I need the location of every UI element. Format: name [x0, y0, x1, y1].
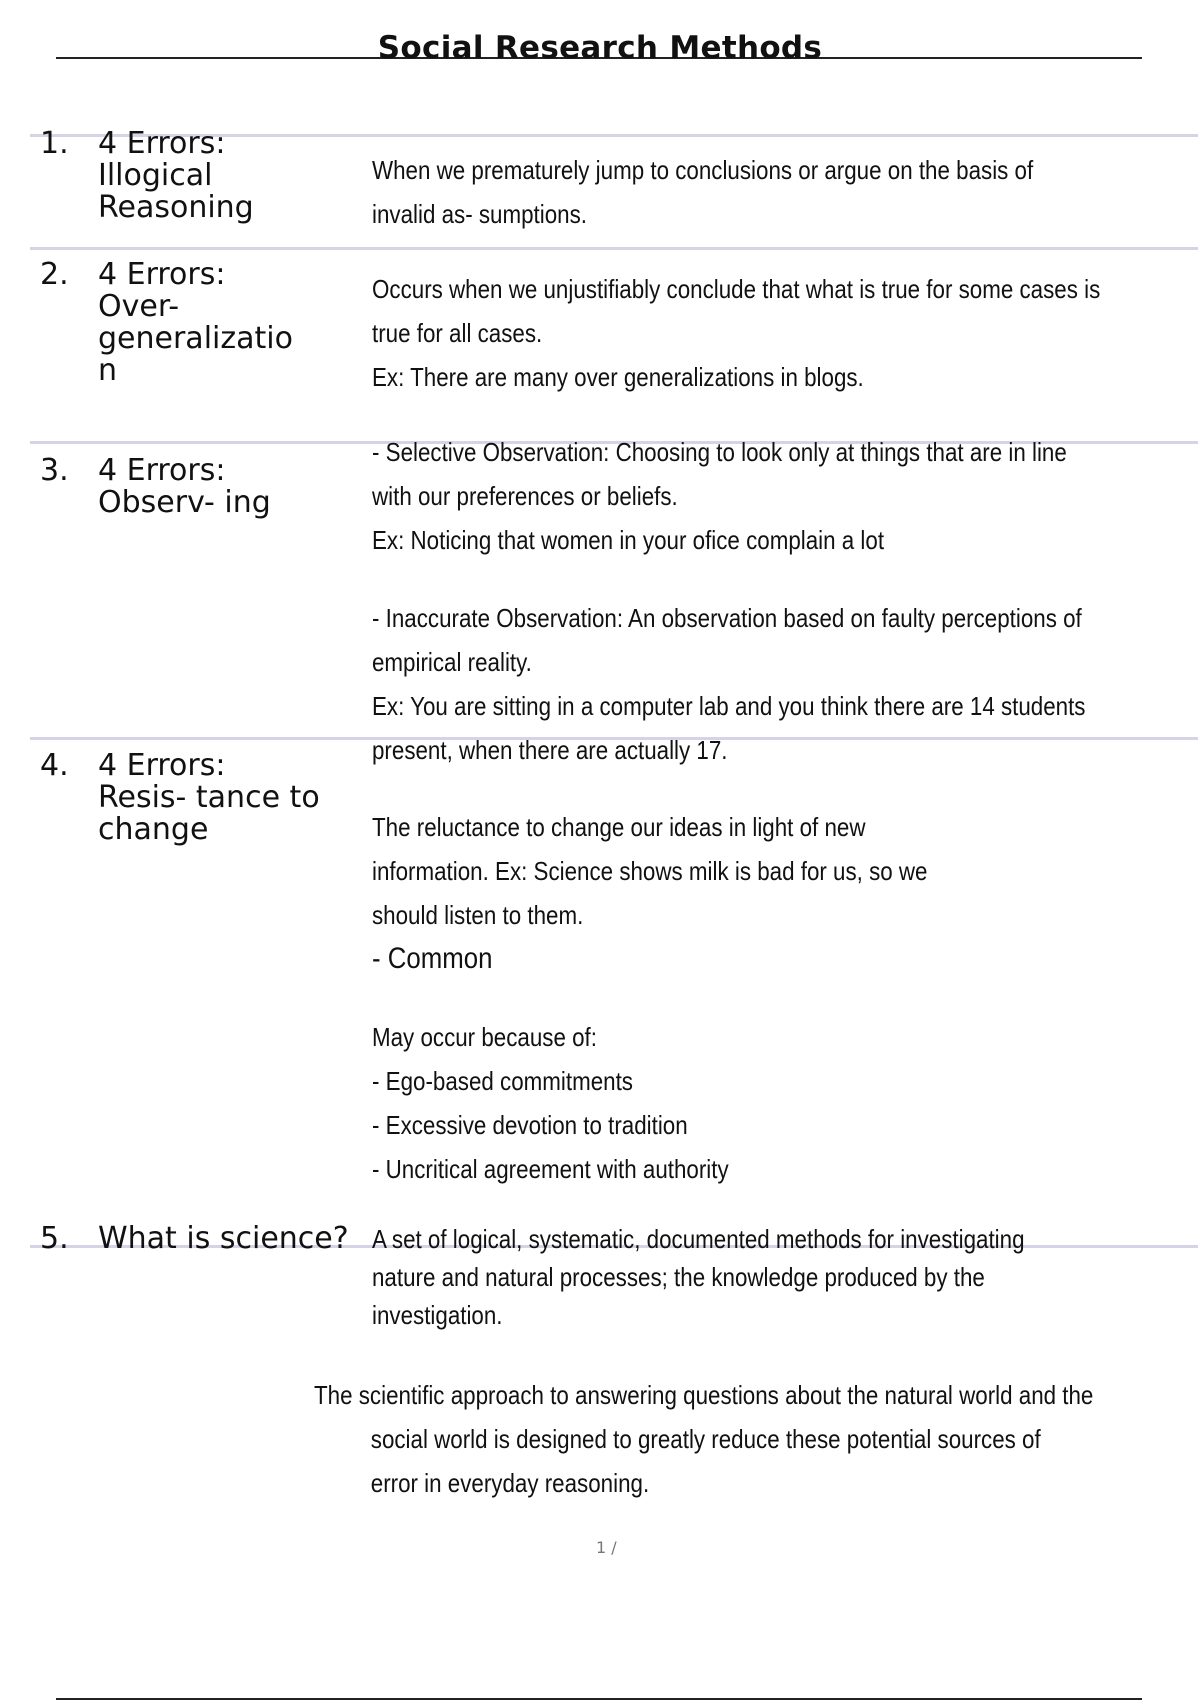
definition-line: true for all cases. — [372, 318, 543, 348]
item-term — [98, 750, 348, 846]
page-number: 1 / — [596, 1538, 617, 1557]
item-number: 1. — [40, 126, 69, 161]
item-definition — [372, 430, 1086, 772]
definition-line: Ex: There are many over generalizations in blogs. — [372, 362, 864, 392]
term-line: 4 Errors: — [98, 126, 226, 161]
term-line: What is science? — [98, 1221, 349, 1256]
definition-line: The reluctance to change our ideas in light of new — [372, 812, 866, 842]
term-line: 4 Errors: — [98, 257, 226, 292]
definition-line: present, when there are actually 17. — [372, 735, 728, 765]
item-term — [98, 455, 348, 519]
item-number: 5. — [40, 1221, 69, 1256]
definition-line: - Ego-based commitments — [372, 1066, 633, 1096]
definition-line: information. Ex: Science shows milk is bad for us, so we — [372, 856, 928, 886]
definition-line: Ex: You are sitting in a computer lab and you think there are 14 students — [372, 691, 1086, 721]
term-line: Resis- tance to — [98, 780, 320, 815]
term-line: Reasoning — [98, 190, 254, 225]
definition-line: - Inaccurate Observation: An observation based on faulty perceptions of — [372, 603, 1082, 633]
term-line: Observ- ing — [98, 485, 271, 520]
definition-line: invalid as- sumptions. — [372, 199, 587, 229]
row-divider — [30, 247, 1198, 250]
definition-line: Ex: Noticing that women in your ofice complain a lot — [372, 525, 885, 555]
definition-line: empirical reality. — [372, 647, 532, 677]
definition-line: Occurs when we unjustifiably conclude that what is true for some cases is — [372, 274, 1101, 304]
paragraph-line: social world is designed to greatly reduce these potential sources of — [370, 1424, 1041, 1454]
closing-paragraph — [314, 1373, 1183, 1505]
term-line: change — [98, 812, 209, 847]
definition-line: nature and natural processes; the knowledge produced by the — [372, 1262, 985, 1292]
page-title: Social Research Methods — [377, 30, 823, 66]
item-number: 4. — [40, 748, 69, 783]
item-term — [98, 128, 348, 224]
term-line: 4 Errors: — [98, 748, 226, 783]
item-definition — [372, 267, 1101, 399]
definition-line: May occur because of: — [372, 1022, 597, 1052]
definition-line: When we prematurely jump to conclusions or argue on the basis of — [372, 155, 1034, 185]
paragraph-line: error in everyday reasoning. — [370, 1468, 650, 1498]
item-definition — [372, 1220, 1060, 1334]
term-line: n — [98, 353, 118, 388]
term-line: Illogical — [98, 158, 213, 193]
item-definition — [372, 148, 1060, 236]
definition-line: - Uncritical agreement with authority — [372, 1154, 729, 1184]
definition-line: A set of logical, systematic, documented methods for investigating — [372, 1224, 1025, 1254]
item-number: 2. — [40, 257, 69, 292]
definition-line: should listen to them. — [372, 900, 584, 930]
item-number: 3. — [40, 453, 69, 488]
definition-line: - Excessive devotion to tradition — [372, 1110, 688, 1140]
definition-line: - Common — [372, 942, 493, 975]
item-term — [98, 259, 348, 387]
item-definition — [372, 805, 1060, 1191]
term-line: Over- — [98, 289, 180, 324]
definition-line: investigation. — [372, 1300, 503, 1330]
item-term — [98, 1223, 368, 1255]
definition-line: - Selective Observation: Choosing to look only at things that are in line — [372, 437, 1067, 467]
paragraph-line: The scientific approach to answering questions about the natural world and the — [314, 1380, 1094, 1410]
term-line: generalizatio — [98, 321, 293, 356]
term-line: 4 Errors: — [98, 453, 226, 488]
definition-line: with our preferences or beliefs. — [372, 481, 678, 511]
